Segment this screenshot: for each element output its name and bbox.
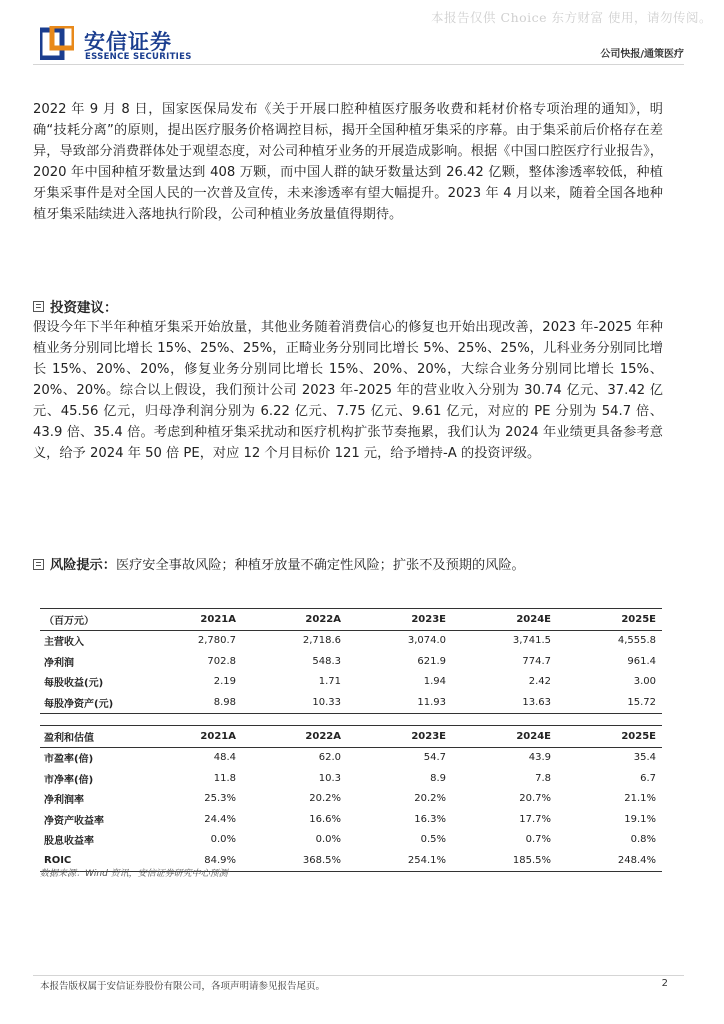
table-cell: 54.7 [423, 752, 446, 764]
table-cell: 7.8 [535, 772, 551, 784]
table-cell: 1.94 [423, 676, 446, 688]
table-cell: 2,718.6 [302, 635, 341, 647]
table-header-cell: 2021A [137, 609, 242, 631]
table-cell: 25.3% [204, 793, 236, 805]
table-cell: 16.3% [414, 813, 446, 825]
table-cell: 0.5% [420, 834, 446, 846]
table-header-row [40, 609, 662, 631]
table-cell: 774.7 [522, 655, 551, 667]
table-header-cell: 2023E [347, 609, 452, 631]
logo-chinese-name: 安信证券 [84, 30, 172, 54]
table-cell: 2.42 [528, 676, 551, 688]
table-header-cell: 2024E [452, 609, 557, 631]
investment-paragraph: 假设今年下半年种植牙集采开始放量，其他业务随着消费信心的修复也开始出现改善，2023 年-2025 年种植业务分别同比增长 15%、25%、25%，正畸业务分别同比增长 5%、25%、25%，儿科业务分别同比增长 15%、20%、20%，修复业务分别同比增长 15%、20%、20%，大综合业务分别同比增长 15%、20%、20%。综合以上假设，我们预计公司 2023 年-2025 年的营业收入分别为 30.74 亿元、37.42 亿元、45.56 亿元，归母净利润分别为 6.22 亿元、7.75 亿元、9.61 亿元，对应的 PE 分别为 54.7 倍、43.9 倍、35.4 倍。考虑到种植牙集采扰动和医疗机构扩张节奏拖累，我们认为 2024 年业绩更具备参考意义，给予 2024 年 50 倍 PE，对应 12 个月目标价 121 元，给予增持-A 的投资评级。 [33, 320, 663, 461]
row-label: 净利润率 [44, 795, 84, 807]
table-cell: 21.1% [624, 793, 656, 805]
table-cell: 10.33 [242, 692, 347, 713]
logo-english-name: ESSENCE SECURITIES [85, 52, 192, 62]
table-header-cell: （百万元） [40, 609, 137, 631]
table-cell: 248.4% [557, 850, 662, 871]
table-row [40, 830, 662, 851]
logo-mark-icon [40, 26, 74, 60]
table-header-cell: 2024E [452, 726, 557, 748]
report-section-tag: 公司快报/通策医疗 [600, 49, 684, 60]
background-paragraph: 2022 年 9 月 8 日，国家医保局发布《关于开展口腔种植医疗服务收费和耗材价格专项治理的通知》，明确“技耗分离”的原则，提出医疗服务价格调控目标，揭开全国种植牙集采的序幕。由于集采前后价格存在差异，导致部分消费群体处于观望态度，对公司种植牙业务的开展造成影响。根据《中国口腔医疗行业报告》，2020 年中国种植牙数量达到 408 万颗，而中国人群的缺牙数量达到 26.42 亿颗，整体渗透率较低，种植牙集采事件是对全国人民的一次普及宣传，未来渗透率有望大幅提升。2023 年 4 月以来，随着全国各地种植牙集采陆续进入落地执行阶段，公司种植业务放量值得期待。 [33, 102, 663, 222]
table-cell: 0.7% [525, 834, 551, 846]
table-row [40, 809, 662, 830]
table-cell: 0.8% [630, 834, 656, 846]
table-cell: 2,780.7 [197, 635, 236, 647]
table-header-cell: 2025E [557, 609, 662, 631]
table-cell: 3,074.0 [407, 635, 446, 647]
table-row [40, 692, 662, 713]
row-label: 主营收入 [44, 637, 84, 649]
table-cell: 19.1% [624, 813, 656, 825]
valuation-table [40, 725, 662, 872]
table-cell: 10.3 [318, 772, 341, 784]
table-header-cell: 2021A [137, 726, 242, 748]
financial-summary-table [40, 608, 662, 714]
table-row [40, 630, 662, 651]
risk-section [33, 555, 663, 576]
copyright-footer: 本报告版权属于安信证券股份有限公司，各项声明请参见报告尾页。 [40, 981, 326, 992]
table-cell: 43.9 [528, 752, 551, 764]
table-header-cell: 2022A [242, 609, 347, 631]
table-cell: 185.5% [452, 850, 557, 871]
table-cell: 961.4 [627, 655, 656, 667]
table-cell: 17.7% [519, 813, 551, 825]
table-cell: 254.1% [347, 850, 452, 871]
risk-heading: 风险提示： [50, 558, 116, 573]
section-bullet-icon [33, 301, 44, 312]
table-cell: 368.5% [242, 850, 347, 871]
table-row [40, 747, 662, 768]
table-cell: 11.8 [213, 772, 236, 784]
table-header-cell: 2025E [557, 726, 662, 748]
table-cell: 6.7 [640, 772, 656, 784]
risk-body: 医疗安全事故风险；种植牙放量不确定性风险；扩张不及预期的风险。 [115, 558, 525, 573]
table-cell: 548.3 [312, 655, 341, 667]
header-divider [33, 64, 684, 65]
table-cell: 35.4 [633, 752, 656, 764]
table-row [40, 651, 662, 672]
table-cell: 8.9 [430, 772, 446, 784]
table-cell: 15.72 [557, 692, 662, 713]
table-cell: 20.7% [519, 793, 551, 805]
section-bullet-icon [33, 559, 44, 570]
table-header-cell: 2023E [347, 726, 452, 748]
page-number: 2 [661, 978, 668, 989]
footer-divider [33, 975, 684, 976]
table-cell: 84.9% [137, 850, 242, 871]
investment-heading [33, 296, 118, 316]
table-header-cell: 盈利和估值 [40, 726, 137, 748]
table-cell: 702.8 [207, 655, 236, 667]
row-label: 股息收益率 [44, 836, 94, 848]
table-cell: 11.93 [347, 692, 452, 713]
row-label: 每股净资产(元) [40, 692, 137, 713]
row-label: 每股收益(元) [44, 678, 104, 690]
table-cell: 62.0 [318, 752, 341, 764]
table-cell: 20.2% [414, 793, 446, 805]
table-cell: 1.71 [318, 676, 341, 688]
table-cell: 16.6% [309, 813, 341, 825]
row-label: 净利润 [44, 657, 74, 669]
investment-heading-text: 投资建议： [50, 300, 118, 316]
table-row [40, 672, 662, 693]
table-cell: 3.00 [633, 676, 656, 688]
table-cell: 0.0% [315, 834, 341, 846]
table-cell: 20.2% [309, 793, 341, 805]
row-label: 净资产收益率 [44, 815, 104, 827]
table-header-row [40, 726, 662, 748]
row-label: 市盈率(倍) [44, 754, 94, 766]
table-cell: 3,741.5 [512, 635, 551, 647]
table-cell: 13.63 [452, 692, 557, 713]
row-label: 市净率(倍) [44, 774, 94, 786]
table-cell: 621.9 [417, 655, 446, 667]
table-cell: 0.0% [210, 834, 236, 846]
table-row [40, 768, 662, 789]
table-cell: 48.4 [213, 752, 236, 764]
watermark-text: 本报告仅供 Choice 东方财富 使用，请勿传阅。 [431, 10, 712, 25]
table-cell: 2.19 [213, 676, 236, 688]
table-cell: 24.4% [204, 813, 236, 825]
table-row [40, 789, 662, 810]
table-cell: 4,555.8 [617, 635, 656, 647]
company-logo [40, 24, 200, 68]
table-cell: 8.98 [137, 692, 242, 713]
data-source-note: 数据来源：Wind 资讯，安信证券研究中心预测 [40, 869, 228, 879]
row-label: ROIC [40, 850, 137, 871]
table-header-cell: 2022A [242, 726, 347, 748]
